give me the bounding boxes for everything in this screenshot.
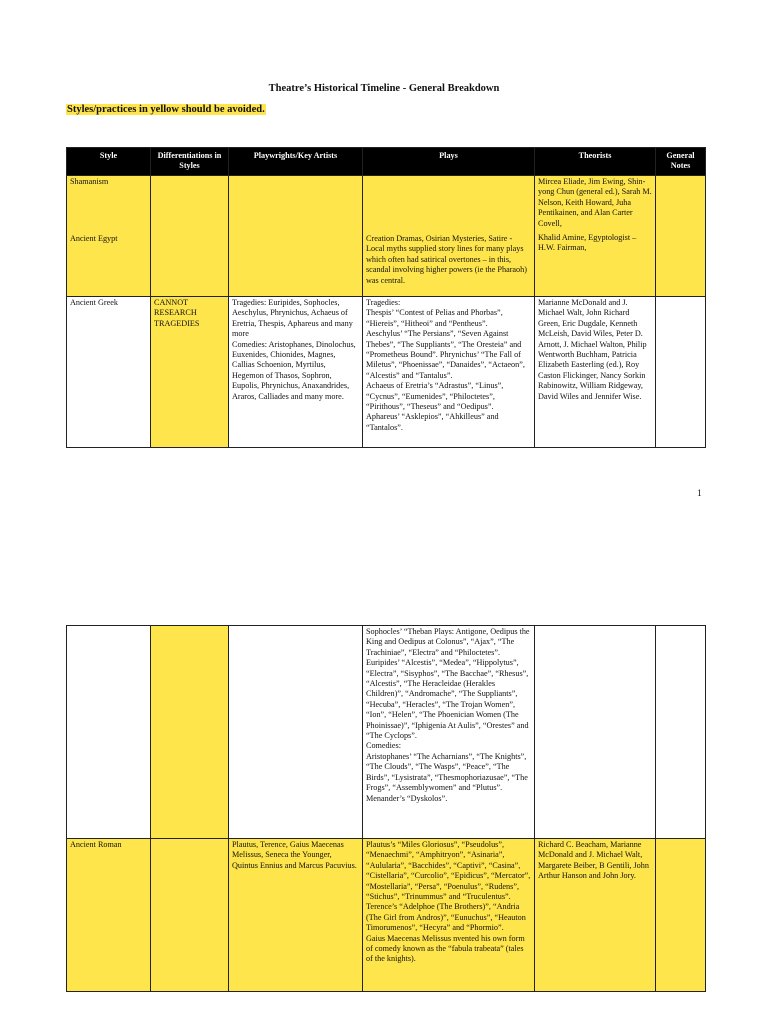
style-cell bbox=[67, 176, 151, 297]
diff-ancient-greek: CANNOT RESEARCH TRAGEDIES bbox=[151, 297, 229, 448]
notes-cell bbox=[656, 176, 706, 297]
style-ancient-egypt: Ancient Egypt bbox=[70, 234, 118, 244]
notes-ancient-greek bbox=[656, 297, 706, 448]
plays-ancient-roman: Plautus’s “Miles Gloriosus”, “Pseudolus”, “Menaechmi”, “Amphitryon”, “Asinaria”, “Aulularia”, “Bacchides”, “Captivi”, “Casina”, “Cistellaria”, “Curcolio”, “Epidicus”, “Mercator”, “Mostellaria”, “Persa”, “Poenulus”, “Rudens”, “Stichus”, “Trinummus” and “Truculentus”. Terence’s “Adelphoe (The Brothers)”, “Andria (The Girl from Andros)”, “Eunuchus”, “Heauton Timorumenos”, “Hecyra” and “Phormio”. Gaius Maecenas Melissus nvented his own form of comedy known as the “fabula trabeata” (tales of the knights). bbox=[363, 839, 535, 992]
plays-ancient-greek: Tragedies: Thespis’ “Contest of Pelias and Phorbas”, “Hiereis”, “Hitheoi” and “Pentheus”. Aeschylus’ “The Persians”, “Seven Against Thebes”, “The Suppliants”, “The Oresteia” and “Prometheus Bound”. Phrynichus’ “The Fall of Miletus”, “Phoenissae”, “Danaides”, “Actaeon”, “Alcestis” and “Tantalus”. Achaeus of Eretria’s “Adrastus”, “Linus”, “Cycnus”, “Eumenides”, “Philoctetes”, “Pirithous”, “Theseus” and “Oedipus”. Aphareus’ “Asklepios”, “Ahkilleus” and “Tantalos”. bbox=[363, 297, 535, 448]
table-row-ancient-roman bbox=[67, 839, 706, 992]
theorists-ancient-greek: Marianne McDonald and J. Michael Walt, John Richard Green, Eric Dugdale, Kenneth McLeish, David Wiles, Peter D. Arnott, J. Michael Walton, Philip Wentworth Buchham, Patricia Elizabeth Easterling (ed.), Roy Caston Flickinger, Nancy Sorkin Rabinowitz, William Ridgeway, David Wiles and Jennifer Wise. bbox=[535, 297, 656, 448]
theorists-cell bbox=[535, 176, 656, 297]
header-differentiations: Differentiations in Styles bbox=[151, 148, 229, 176]
table-header-row bbox=[67, 148, 706, 176]
document-title: Theatre’s Historical Timeline - General Breakdown bbox=[268, 83, 500, 94]
plays-cell bbox=[363, 176, 535, 297]
header-general-notes: General Notes bbox=[656, 148, 706, 176]
diff-cell bbox=[151, 176, 229, 297]
style-greek-cont bbox=[67, 626, 151, 839]
header-plays: Plays bbox=[363, 148, 535, 176]
style-ancient-greek: Ancient Greek bbox=[67, 297, 151, 448]
diff-greek-cont bbox=[151, 626, 229, 839]
theorists-ancient-roman: Richard C. Beacham, Marianne McDonald and J. Michael Walt, Margarete Beiber, B Gentili, John Arthur Hanson and John Jory. bbox=[535, 839, 656, 992]
playwrights-cell bbox=[229, 176, 363, 297]
timeline-table-page1 bbox=[66, 147, 706, 448]
theorists-shamanism: Mircea Eliade, Jim Ewing, Shin-yong Chun (general ed.), Sarah M. Nelson, Keith Howard, Juha Pentikainen, and Alan Carter Covell, bbox=[538, 177, 652, 228]
theorists-greek-cont bbox=[535, 626, 656, 839]
table-row-ancient-greek bbox=[67, 297, 706, 448]
header-style: Style bbox=[67, 148, 151, 176]
page-number: 1 bbox=[697, 489, 702, 499]
header-theorists: Theorists bbox=[535, 148, 656, 176]
notes-greek-cont bbox=[656, 626, 706, 839]
table-row-shamanism-egypt bbox=[67, 176, 706, 297]
table-row-ancient-greek-continued bbox=[67, 626, 706, 839]
avoid-note: Styles/practices in yellow should be avoided. bbox=[67, 104, 265, 115]
style-shamanism: Shamanism bbox=[70, 177, 109, 186]
playwrights-ancient-greek: Tragedies: Euripides, Sophocles, Aeschylus, Phrynichus, Achaeus of Eretria, Thespis, Aphareus and many more Comedies: Aristophanes, Dinolochus, Euxenides, Chionides, Magnes, Callias Schoenion, Myrtilus, Hegemon of Thasos, Sophron, Eupolis, Phrynichus, Anaxandrides, Araros, Calliades and many more. bbox=[229, 297, 363, 448]
theorists-ancient-egypt: Khalid Amine, Egyptologist – H.W. Fairman, bbox=[538, 233, 637, 253]
playwrights-ancient-roman: Plautus, Terence, Gaius Maecenas Melissus, Seneca the Younger, Quintus Ennius and Marcus Pacuvius. bbox=[229, 839, 363, 992]
header-playwrights: Playwrights/Key Artists bbox=[229, 148, 363, 176]
style-ancient-roman: Ancient Roman bbox=[67, 839, 151, 992]
timeline-table-page2 bbox=[66, 625, 706, 992]
notes-ancient-roman bbox=[656, 839, 706, 992]
plays-ancient-egypt: Creation Dramas, Osirian Mysteries, Satire - Local myths supplied story lines for many plays which often had satirical overtones – in this, scandal involving higher powers (ie the Pharaoh) was central. bbox=[366, 234, 527, 285]
playwrights-greek-cont bbox=[229, 626, 363, 839]
plays-greek-cont: Sophocles’ “Theban Plays: Antigone, Oedipus the King and Oedipus at Colonus”, “Ajax”, “The Trachiniae”, “Electra” and “Philoctetes”. Euripides’ “Alcestis”, “Medea”, “Hippolytus”, “Electra”, “Sisyphos”, “The Bacchae”, “Rhesus”, “Alcestis”, “The Heracleidae (Herakles Children)”, “Andromache”, “The Suppliants”, “Hecuba”, “Heracles”, “The Trojan Women”, “Ion”, “Helen”, “The Phoenician Women (The Phoinissae)”, “Iphigenia At Aulis”, “Orestes” and “The Cyclops”. Comedies: Aristophanes’ “The Acharnians”, “The Knights”, “The Clouds”, “The Wasps”, “Peace”, “The Birds”, “Lysistrata”, “Thesmophoriazusae”, “The Frogs”, “Assemblywomen” and “Plutus”. Menander’s “Dyskolos”. bbox=[363, 626, 535, 839]
diff-ancient-roman bbox=[151, 839, 229, 992]
